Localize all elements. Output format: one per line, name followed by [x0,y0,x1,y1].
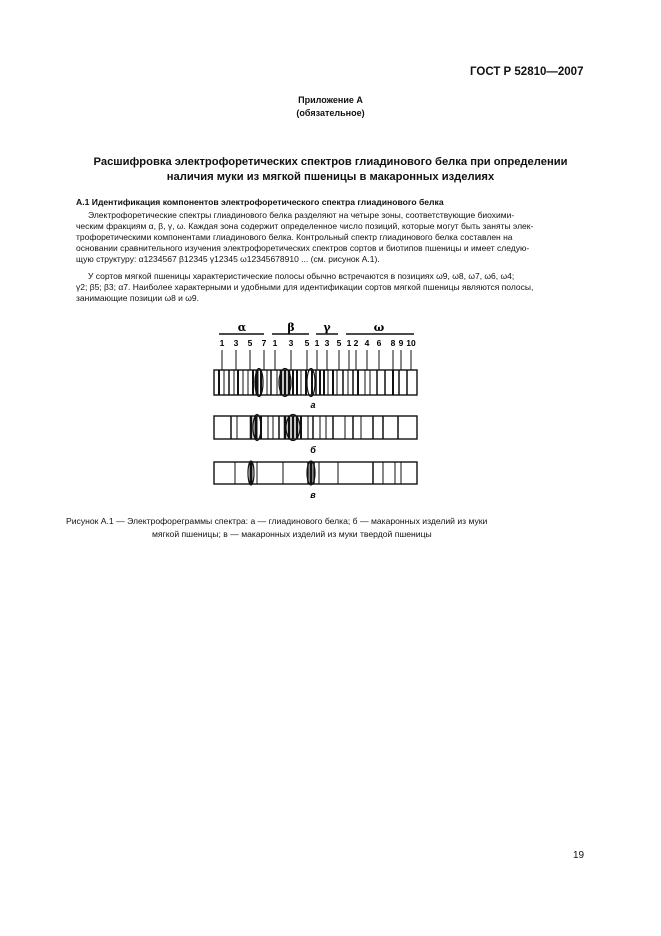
paragraph-line: ческим фракциям α, β, γ, ω. Каждая зона содержит определенное число позиций, которые могут быть заняты элек- [76,221,534,232]
paragraph-zones [76,210,583,265]
paragraph-line: Электрофоретические спектры глиадинового белка разделяют на четыре зоны, соответствующие биохими- [88,210,515,220]
position-number: 4 [364,338,370,348]
annex-title: Приложение А [298,95,363,105]
title-line-1: Расшифровка электрофоретических спектров глиадинового белка при определении [93,156,568,168]
paragraph-line: занимающие позиции ω8 и ω9. [76,293,200,304]
strip-a [214,369,417,397]
paragraph-line: У сортов мягкой пшеницы характеристические полосы обычно встречаются в позициях ω9, ω8, ω7, ω6, ω4; [88,271,515,281]
position-number: 7 [261,338,267,348]
position-number: 3 [288,338,294,348]
paragraph-line: γ2; β5; β3; α7. Наиболее характерными и удобными для идентификации сортов мягкой пшеницы являются полосы, [76,282,534,293]
position-number: 1 [346,338,352,348]
position-number: 10 [406,338,416,348]
strip-b [214,415,417,441]
paragraph-line: щую структуру: α1234567 β12345 γ12345 ω12345678910 ... (см. рисунок А.1). [76,254,380,265]
position-number: 1 [314,338,320,348]
page-number: 19 [573,850,585,861]
zone-label-beta: β [287,321,295,334]
annex-status: (обязательное) [296,108,365,118]
strip-c [214,461,417,485]
caption-line-2: мягкой пшеницы; в — макаронных изделий из муки твердой пшеницы [152,528,432,539]
figure-caption [66,515,487,541]
paragraph-line: трофоретическими компонентами глиадинового белка. Контрольный спектр глиадинового белка составлен на [76,232,513,243]
position-number: 1 [272,338,278,348]
position-number: 8 [390,338,396,348]
position-number: 5 [336,338,342,348]
paragraph-line: основании сравнительного изучения электрофоретических спектров сортов и биотипов пшеницы и имеет следую- [76,243,530,254]
strip-label-b: б [310,445,316,455]
strip-label-a: а [310,400,316,410]
strip-label-c: в [310,490,316,500]
standard-number: ГОСТ Р 52810—2007 [470,66,584,78]
zone-label-omega: ω [373,321,385,334]
section-heading: А.1 Идентификация компонентов электрофоретического спектра глиадинового белка [76,197,444,207]
title-line-2: наличия муки из мягкой пшеницы в макаронных изделиях [166,171,495,183]
position-number: 5 [247,338,253,348]
position-number: 2 [353,338,359,348]
position-number: 3 [324,338,330,348]
zone-label-alpha: α [237,321,247,334]
zone-label-gamma: γ [323,321,331,334]
position-numbers [220,338,416,348]
electrophoregram-figure [213,320,419,502]
document-title [60,155,601,185]
position-number: 1 [219,338,225,348]
position-number: 3 [233,338,239,348]
position-ticks [222,350,411,370]
paragraph-soft-wheat [76,271,583,304]
caption-line-1: Рисунок А.1 — Электрофореграммы спектра: а — глиадинового белка; б — макаронных изделий из муки [66,516,488,526]
position-number: 5 [304,338,310,348]
position-number: 6 [376,338,382,348]
position-number: 9 [398,338,404,348]
